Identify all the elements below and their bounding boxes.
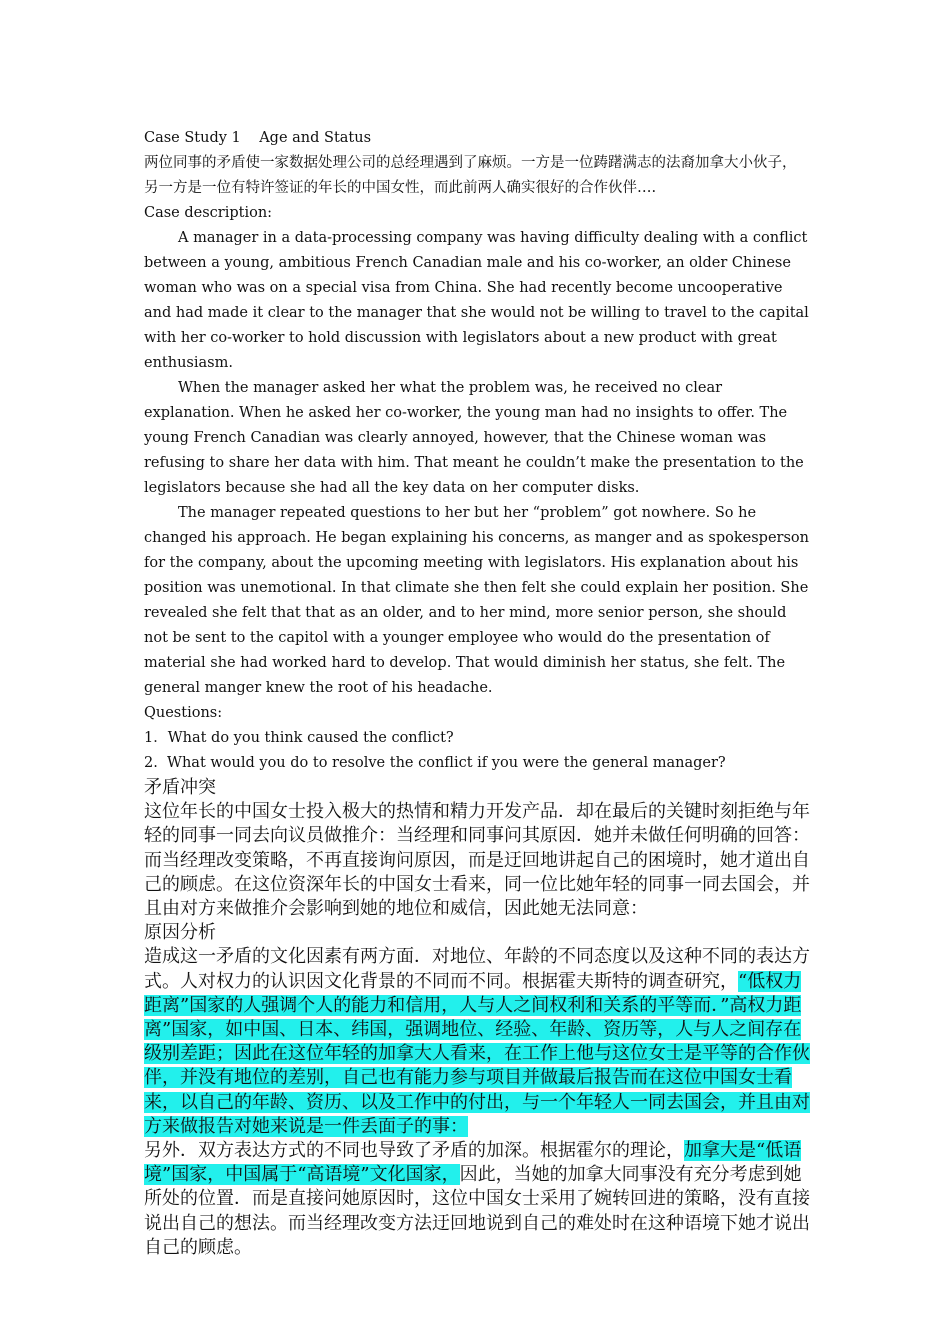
case-paragraph: The manager repeated questions to her but her “problem” got nowhere. So he changed his approach. He began explaining his concerns, as manger and as spokesperson for the company, about the upcoming meeting with legislators. His explanation about his position was unemotional. In that climate she then felt she could explain her position. She revealed she felt that that as an older, and to her mind, more senior person, she should not be sent to the capitol with a younger employee who would do the presentation of material she had worked hard to develop. That would diminish her status, she felt. The general manger knew the root of his headache. bbox=[144, 505, 809, 696]
analysis-paragraph-cause bbox=[144, 945, 812, 1139]
paragraph-text: 另外．双方表达方式的不同也导致了矛盾的加深。根据霍尔的理论， bbox=[144, 1140, 684, 1162]
section-heading-cause: 原因分析 bbox=[144, 922, 216, 944]
document-page bbox=[144, 126, 812, 1260]
analysis-paragraph-context bbox=[144, 1139, 812, 1260]
paragraph-text: 造成这一矛盾的文化因素有两方面．对地位、年龄的不同态度以及这种不同的表达方式。人对权力的认识因文化背景的不同而不同。根据霍夫斯特的调查研究， bbox=[144, 946, 810, 992]
case-title: Case Study 1 Age and Status bbox=[144, 130, 372, 146]
highlighted-text: 加拿大是“低语境”国家，中国属于“高语境”文化国家， bbox=[144, 1140, 802, 1186]
analysis-paragraph-conflict: 这位年长的中国女士投入极大的热情和精力开发产品．却在最后的关键时刻拒绝与年轻的同事一同去向议员做推介：当经理和同事问其原因．她并未做任何明确的回答：而当经理改变策略，不再直接询问原因，而是迂回地讲起自己的困境时，她才道出自己的顾虑。在这位资深年长的中国女士看来，同一位比她年轻的同事一同去国会，并且由对方来做推介会影响到她的地位和威信，因此她无法同意： bbox=[144, 801, 810, 920]
questions-label: Questions: bbox=[144, 705, 223, 721]
section-heading-conflict: 矛盾冲突 bbox=[144, 777, 216, 798]
case-description-label: Case description: bbox=[144, 205, 273, 221]
case-paragraph: When the manager asked her what the problem was, he received no clear explanation. When he asked her co-worker, the young man had no insights to offer. The young French Canadian was clearly annoyed, however, that the Chinese woman was refusing to share her data with him. That meant he couldn’t make the presentation to the legislators because she had all the key data on her computer disks. bbox=[144, 380, 804, 496]
question-item: 2. What would you do to resolve the conflict if you were the general manager? bbox=[144, 755, 726, 771]
question-item: 1．What do you think caused the conflict? bbox=[144, 730, 454, 746]
highlighted-text: “低权力距离”国家的人强调个人的能力和信用，人与人之间权利和关系的平等而．”高权力距离”国家，如中国、日本、纬国，强调地位、经验、年龄、资历等，人与人之间存在级别差距；因此在这位年轻的加拿大人看来，在工作上他与这位女士是平等的合作伙伴，并没有地位的差别，自己也有能力参与项目并做最后报告而在这位中国女士看来，以自己的年龄、资历、以及工作中的付出，与一个年轻人一同去国会，并且由对方来做报告对她来说是一件丢面子的事： bbox=[144, 970, 810, 1137]
intro-line-2: 另一方是一位有特许签证的年长的中国女性，而此前两人确实很好的合作伙伴…. bbox=[144, 180, 657, 196]
intro-line-1: 两位同事的矛盾使一家数据处理公司的总经理遇到了麻烦。一方是一位踌躇满志的法裔加拿大小伙子， bbox=[144, 155, 797, 171]
case-paragraph: A manager in a data-processing company was having difficulty dealing with a conflict between a young, ambitious French Canadian male and his co-worker, an older Chinese woman who was on a special visa from China. She had recently become uncooperative and had made it clear to the manager that she would not be willing to travel to the capital with her co-worker to hold discussion with legislators about a new product with great enthusiasm. bbox=[144, 230, 809, 371]
paragraph-text: 因此，当她的加拿大同事没有充分考虑到她所处的位置．而是直接问她原因时，这位中国女士采用了婉转回进的策略，没有直接说出自己的想法。而当经理改变方法迂回地说到自己的难处时在这种语境下她才说出自己的顾虑。 bbox=[144, 1164, 810, 1258]
